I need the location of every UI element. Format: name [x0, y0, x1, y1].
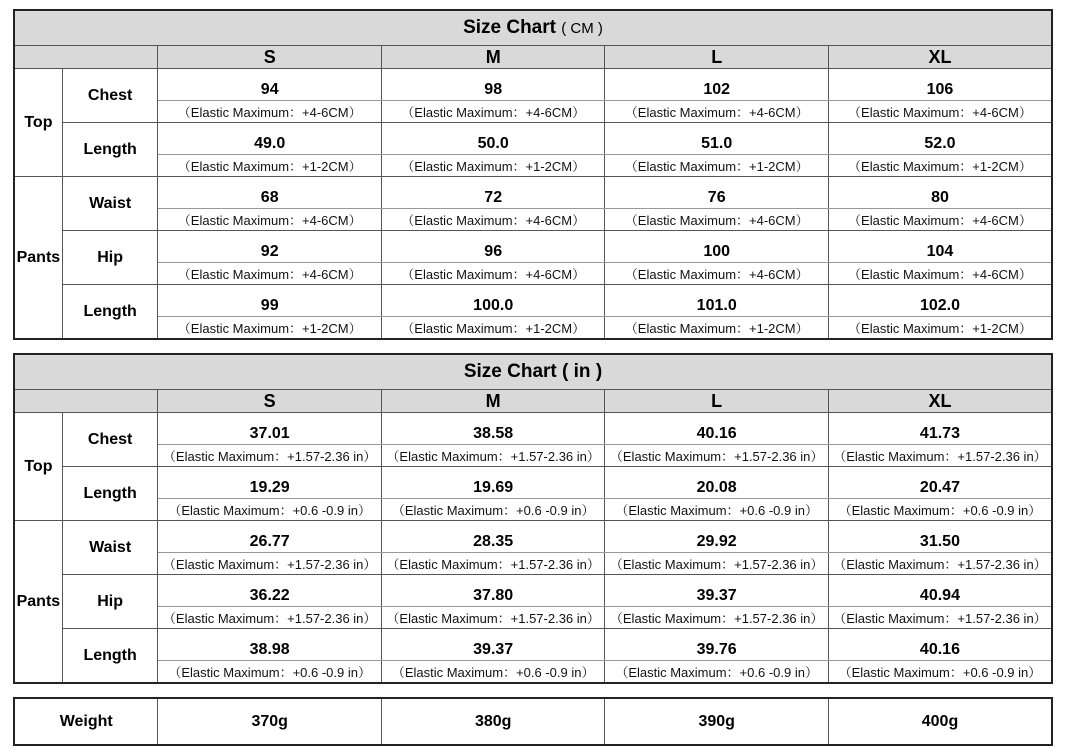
value-cell: 29.92 — [605, 521, 828, 553]
size-chart-cm-table — [13, 9, 1053, 340]
value-cell: 26.77 — [158, 521, 381, 553]
note-cell: （Elastic Maximum：+0.6 -0.9 in） — [381, 499, 604, 521]
value-cell: 20.08 — [605, 467, 828, 499]
size-header-xl: XL — [828, 46, 1052, 69]
value-cell: 51.0 — [605, 123, 829, 155]
note-cell: （Elastic Maximum：+1.57-2.36 in） — [828, 607, 1052, 629]
value-cell: 38.58 — [381, 413, 604, 445]
group-label-top: Top — [14, 69, 62, 177]
note-cell: （Elastic Maximum：+4-6CM） — [605, 263, 829, 285]
note-cell: （Elastic Maximum：+4-6CM） — [158, 101, 382, 123]
note-cell: （Elastic Maximum：+4-6CM） — [381, 101, 605, 123]
group-label-pants: Pants — [14, 177, 62, 340]
note-cell: （Elastic Maximum：+4-6CM） — [158, 209, 382, 231]
weight-value-l: 390g — [605, 698, 829, 745]
table-row — [14, 69, 1052, 101]
size-chart-cm-title: Size Chart — [463, 17, 556, 38]
value-cell: 100.0 — [381, 285, 605, 317]
value-cell: 102.0 — [828, 285, 1052, 317]
size-chart-inch-title: Size Chart — [463, 361, 557, 382]
value-cell: 28.35 — [381, 521, 604, 553]
table-row — [14, 467, 1052, 499]
size-header-xl: XL — [828, 390, 1052, 413]
table-row — [14, 231, 1052, 263]
note-cell: （Elastic Maximum：+4-6CM） — [828, 101, 1052, 123]
size-header-l: L — [605, 390, 828, 413]
value-cell: 40.94 — [828, 575, 1052, 607]
value-cell: 41.73 — [828, 413, 1052, 445]
note-cell: （Elastic Maximum：+1.57-2.36 in） — [605, 445, 828, 467]
note-cell: （Elastic Maximum：+4-6CM） — [828, 209, 1052, 231]
measure-label-length: Length — [62, 285, 158, 340]
table-row — [14, 263, 1052, 285]
table-row — [14, 521, 1052, 553]
note-cell: （Elastic Maximum：+1.57-2.36 in） — [158, 445, 381, 467]
table-row — [14, 123, 1052, 155]
value-cell: 99 — [158, 285, 382, 317]
value-cell: 68 — [158, 177, 382, 209]
table-row — [14, 413, 1052, 445]
value-cell: 39.76 — [605, 629, 828, 661]
note-cell: （Elastic Maximum：+4-6CM） — [158, 263, 382, 285]
value-cell: 80 — [828, 177, 1052, 209]
size-chart-cm-title-cell — [14, 10, 1052, 46]
weight-row — [14, 698, 1052, 745]
table-row — [14, 101, 1052, 123]
value-cell: 100 — [605, 231, 829, 263]
value-cell: 94 — [158, 69, 382, 101]
table-row — [14, 209, 1052, 231]
measure-label-length: Length — [62, 629, 158, 684]
note-cell: （Elastic Maximum：+1.57-2.36 in） — [381, 445, 604, 467]
table-row — [14, 607, 1052, 629]
size-header-m: M — [381, 46, 605, 69]
size-chart-inch-unit: ( in ) — [562, 361, 603, 382]
table-row — [14, 553, 1052, 575]
note-cell: （Elastic Maximum：+0.6 -0.9 in） — [828, 661, 1052, 684]
value-cell: 102 — [605, 69, 829, 101]
note-cell: （Elastic Maximum：+1-2CM） — [828, 317, 1052, 340]
value-cell: 39.37 — [381, 629, 604, 661]
value-cell: 40.16 — [828, 629, 1052, 661]
note-cell: （Elastic Maximum：+0.6 -0.9 in） — [605, 499, 828, 521]
value-cell: 52.0 — [828, 123, 1052, 155]
table-row — [14, 155, 1052, 177]
note-cell: （Elastic Maximum：+0.6 -0.9 in） — [158, 499, 381, 521]
measure-label-hip: Hip — [62, 575, 158, 629]
value-cell: 101.0 — [605, 285, 829, 317]
table-row — [14, 575, 1052, 607]
note-cell: （Elastic Maximum：+4-6CM） — [605, 209, 829, 231]
note-cell: （Elastic Maximum：+0.6 -0.9 in） — [828, 499, 1052, 521]
note-cell: （Elastic Maximum：+1.57-2.36 in） — [158, 607, 381, 629]
size-chart-cm-unit: ( CM ) — [561, 20, 603, 37]
size-header-m: M — [381, 390, 604, 413]
table-row — [14, 499, 1052, 521]
measure-label-hip: Hip — [62, 231, 158, 285]
note-cell: （Elastic Maximum：+1.57-2.36 in） — [381, 607, 604, 629]
value-cell: 104 — [828, 231, 1052, 263]
value-cell: 38.98 — [158, 629, 381, 661]
note-cell: （Elastic Maximum：+1.57-2.36 in） — [381, 553, 604, 575]
table-row — [14, 317, 1052, 340]
note-cell: （Elastic Maximum：+4-6CM） — [381, 209, 605, 231]
value-cell: 31.50 — [828, 521, 1052, 553]
table-row — [14, 445, 1052, 467]
table-row — [14, 629, 1052, 661]
weight-value-m: 380g — [381, 698, 605, 745]
weight-value-xl: 400g — [828, 698, 1052, 745]
value-cell: 37.01 — [158, 413, 381, 445]
group-label-pants: Pants — [14, 521, 62, 684]
value-cell: 40.16 — [605, 413, 828, 445]
value-cell: 36.22 — [158, 575, 381, 607]
note-cell: （Elastic Maximum：+1-2CM） — [605, 317, 829, 340]
note-cell: （Elastic Maximum：+1-2CM） — [828, 155, 1052, 177]
note-cell: （Elastic Maximum：+1-2CM） — [158, 155, 382, 177]
size-header-l: L — [605, 46, 829, 69]
size-chart-inch-title-cell — [14, 354, 1052, 390]
note-cell: （Elastic Maximum：+0.6 -0.9 in） — [158, 661, 381, 684]
value-cell: 106 — [828, 69, 1052, 101]
size-header-s: S — [158, 46, 382, 69]
value-cell: 19.69 — [381, 467, 604, 499]
size-header-blank — [14, 46, 158, 69]
value-cell: 92 — [158, 231, 382, 263]
note-cell: （Elastic Maximum：+1-2CM） — [158, 317, 382, 340]
note-cell: （Elastic Maximum：+0.6 -0.9 in） — [381, 661, 604, 684]
value-cell: 39.37 — [605, 575, 828, 607]
note-cell: （Elastic Maximum：+1.57-2.36 in） — [158, 553, 381, 575]
size-header-s: S — [158, 390, 381, 413]
measure-label-waist: Waist — [62, 521, 158, 575]
table-row — [14, 177, 1052, 209]
measure-label-length: Length — [62, 467, 158, 521]
table-row — [14, 285, 1052, 317]
measure-label-length: Length — [62, 123, 158, 177]
value-cell: 37.80 — [381, 575, 604, 607]
size-header-row — [14, 390, 1052, 413]
note-cell: （Elastic Maximum：+0.6 -0.9 in） — [605, 661, 828, 684]
size-chart-inch-table — [13, 353, 1053, 684]
weight-table — [13, 697, 1053, 746]
note-cell: （Elastic Maximum：+4-6CM） — [381, 263, 605, 285]
note-cell: （Elastic Maximum：+1-2CM） — [605, 155, 829, 177]
value-cell: 19.29 — [158, 467, 381, 499]
note-cell: （Elastic Maximum：+1.57-2.36 in） — [828, 553, 1052, 575]
value-cell: 96 — [381, 231, 605, 263]
note-cell: （Elastic Maximum：+1-2CM） — [381, 317, 605, 340]
measure-label-chest: Chest — [62, 69, 158, 123]
note-cell: （Elastic Maximum：+1.57-2.36 in） — [605, 553, 828, 575]
note-cell: （Elastic Maximum：+4-6CM） — [605, 101, 829, 123]
measure-label-chest: Chest — [62, 413, 158, 467]
group-label-top: Top — [14, 413, 62, 521]
size-header-blank — [14, 390, 158, 413]
value-cell: 49.0 — [158, 123, 382, 155]
note-cell: （Elastic Maximum：+4-6CM） — [828, 263, 1052, 285]
value-cell: 50.0 — [381, 123, 605, 155]
value-cell: 76 — [605, 177, 829, 209]
note-cell: （Elastic Maximum：+1-2CM） — [381, 155, 605, 177]
note-cell: （Elastic Maximum：+1.57-2.36 in） — [828, 445, 1052, 467]
value-cell: 98 — [381, 69, 605, 101]
measure-label-waist: Waist — [62, 177, 158, 231]
note-cell: （Elastic Maximum：+1.57-2.36 in） — [605, 607, 828, 629]
weight-label: Weight — [14, 698, 158, 745]
size-header-row — [14, 46, 1052, 69]
value-cell: 72 — [381, 177, 605, 209]
value-cell: 20.47 — [828, 467, 1052, 499]
table-row — [14, 661, 1052, 684]
weight-value-s: 370g — [158, 698, 382, 745]
